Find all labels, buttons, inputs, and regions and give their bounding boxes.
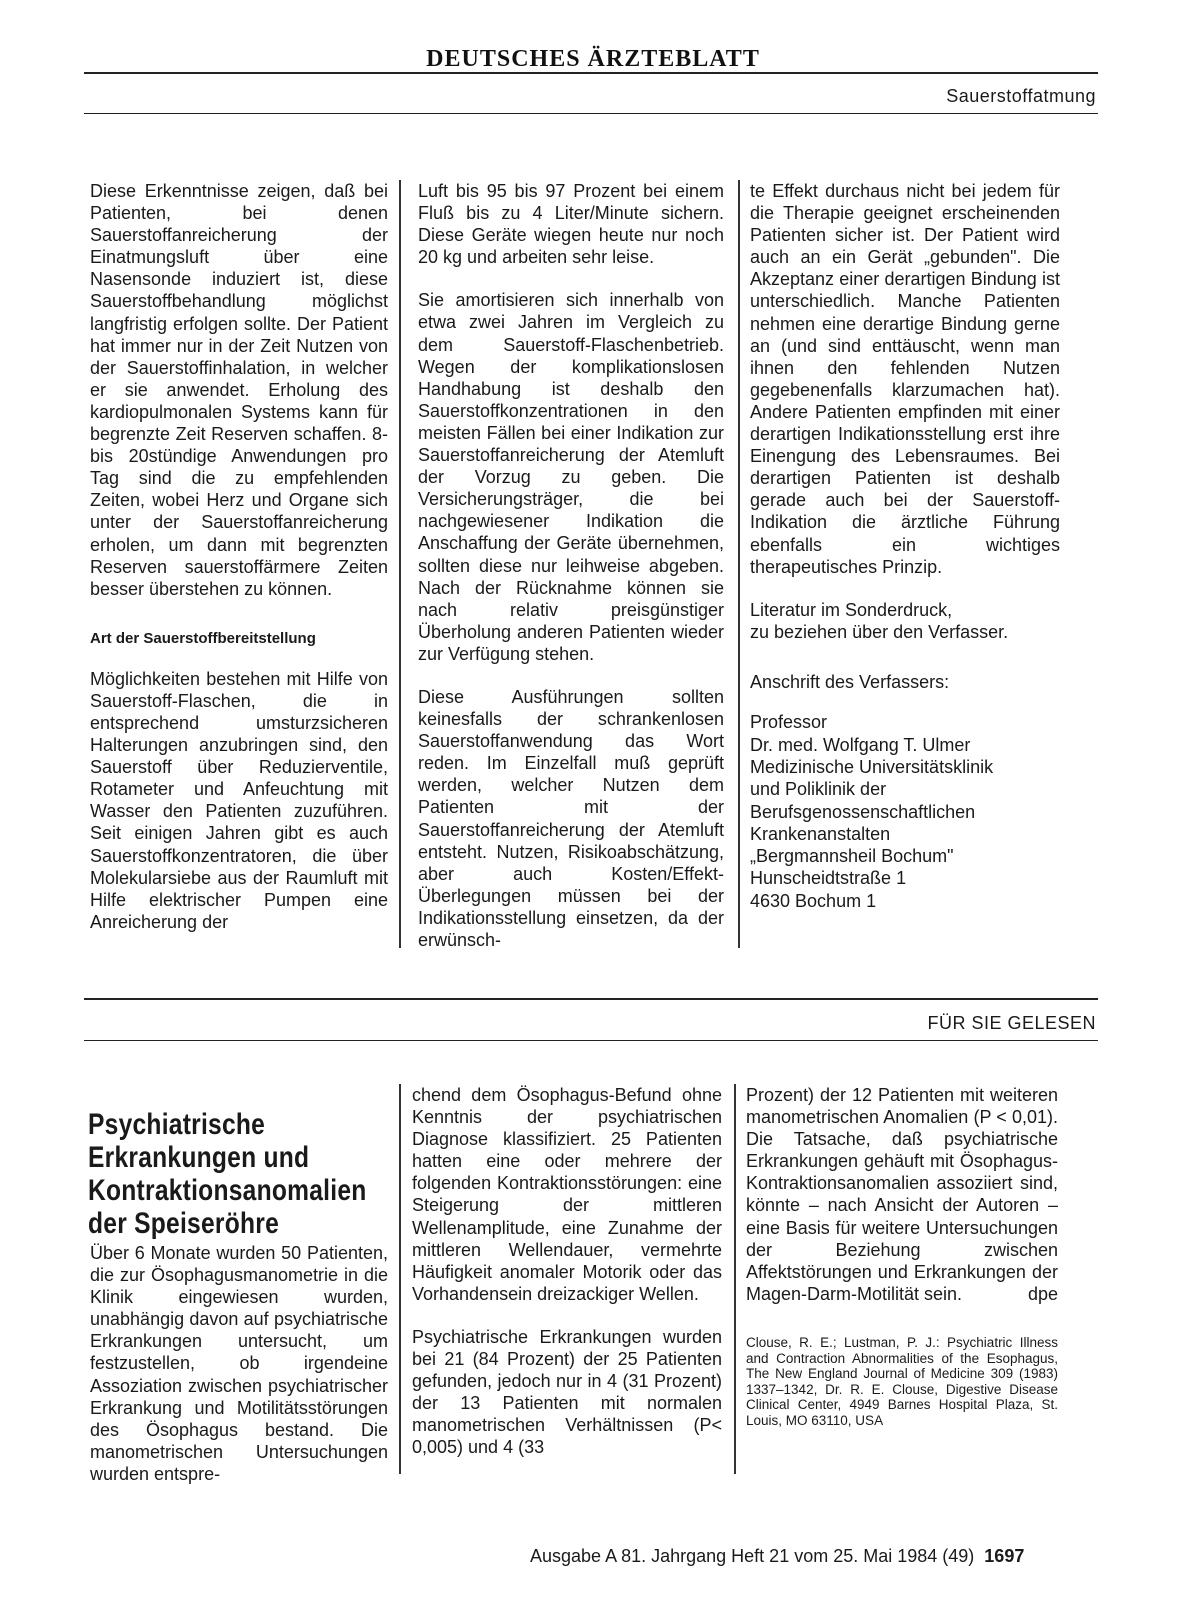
headline-line: Psychiatrische bbox=[88, 1108, 266, 1141]
citation: Clouse, R. E.; Lustman, P. J.: Psychiatric Illness and Contraction Abnormalities of the Esophagus, The New England Journal of Medicine 309 (1983) 1337–1342, Dr. R. E. Clouse, Digestive Disease Clinical Center, 4949 Barnes Hospital Plaza, St. Louis, MO 63110, USA bbox=[746, 1334, 1058, 1428]
address-line: Medizinische Universitätsklinik bbox=[750, 756, 994, 777]
section-label: Sauerstoffatmung bbox=[946, 86, 1096, 106]
article1-column-1 bbox=[90, 180, 388, 933]
literature-line: Literatur im Sonderdruck, bbox=[750, 599, 953, 620]
column-divider bbox=[399, 180, 401, 948]
paragraph: Psychiatrische Erkrankungen wurden bei 21 (84 Prozent) der 25 Patienten gefunden, jedoch nur in 4 (31 Prozent) der 13 Patienten mit normalen manometrischen Verhältnissen (P< 0,005) und 4 (33 bbox=[412, 1326, 722, 1458]
paragraph-text: Prozent) der 12 Patienten mit weiteren manometrischen Anomalien (P < 0,01). Die Tatsache, daß psychiatrische Erkrankungen gehäuft mit Ösophagus-Kontraktionsanomalien assoziiert sind, könnte – nach Ansicht der Autoren – eine Basis für weitere Untersuchungen der Beziehung zwischen Affektstörungen und Erkrankungen der Magen-Darm-Motilität sein. bbox=[746, 1085, 1058, 1304]
paragraph: Luft bis 95 bis 97 Prozent bei einem Fluß bis zu 4 Liter/Minute sichern. Diese Geräte wiegen heute nur noch 20 kg und arbeiten sehr leise. bbox=[418, 181, 724, 268]
headline-line: Kontraktionsanomalien bbox=[88, 1174, 367, 1207]
literature-note bbox=[750, 599, 1060, 644]
section-rule bbox=[84, 113, 1098, 114]
paragraph: Sie amortisieren sich innerhalb von etwa zwei Jahren im Vergleich zu dem Sauerstoff-Flaschenbetrieb. Wegen der komplikationslosen Handhabung ist deshalb den Sauerstoffkonzentrationen in den meisten Fällen bei einer Indikation zur Sauerstoffanreicherung der Atemluft der Vorzug zu geben. Die Versicherungsträger, die bei nachgewiesener Indikation die Anschaffung der Geräte übernehmen, sollten diese nur leihweise abgeben. Nach der Rücknahme können sie nach relativ preisgünstiger Überholung anderen Patienten wieder zur Verfügung stehen. bbox=[418, 290, 724, 664]
section-heading: Art der Sauerstoffbereitstellung bbox=[90, 629, 316, 647]
masthead-rule bbox=[84, 72, 1098, 74]
masthead: DEUTSCHES ÄRZTEBLATT bbox=[426, 46, 760, 72]
address-line: Berufsgenossenschaftlichen bbox=[750, 801, 976, 822]
paragraph: Über 6 Monate wurden 50 Patienten, die zur Ösophagusmanometrie in die Klinik eingewiesen wurden, unabhängig davon auf psychiatrische Erkrankungen untersucht, um festzustellen, ob irgendeine Assoziation zwischen psychiatrischer Erkrankung und Motilitätsstörungen des Ösophagus bestand. Die manometrischen Untersuchungen wurden entspre- bbox=[90, 1243, 388, 1484]
paragraph: chend dem Ösophagus-Befund ohne Kenntnis der psychiatrischen Diagnose klassifiziert. 25 Patienten hatten eine oder mehrere der folgenden Kontraktionsstörungen: eine Steigerung der mittleren Wellenamplitude, eine Zunahme der mittleren Wellendauer, vermehrte Häufigkeit anomaler Motorik oder das Vorhandensein dreizackiger Wellen. bbox=[412, 1085, 722, 1304]
address-label: Anschrift des Verfassers: bbox=[750, 672, 950, 693]
paragraph: Diese Erkenntnisse zeigen, daß bei Patienten, bei denen Sauerstoffanreicherung der Einatmungsluft über eine Nasensonde induziert ist, diese Sauerstoffbehandlung möglichst langfristig erfolgen sollte. Der Patient hat immer nur in der Zeit Nutzen von der Sauerstoffinhalation, in welcher er sie anwendet. Erholung des kardiopulmonalen Systems kann für begrenzte Zeit Reserven schaffen. 8- bis 20stündige Anwendungen pro Tag sind die zu empfehlenden Zeiten, wobei Herz und Organe sich unter der Sauerstoffanreicherung erholen, um dann mit begrenzten Reserven sauerstoffärmere Zeiten besser überstehen zu können. bbox=[90, 181, 388, 599]
headline-line: Erkrankungen und bbox=[88, 1141, 310, 1174]
address-line: Dr. med. Wolfgang T. Ulmer bbox=[750, 734, 971, 755]
paragraph bbox=[746, 1084, 1058, 1305]
page-number: 1697 bbox=[984, 1546, 1025, 1566]
section2-top-rule bbox=[84, 998, 1098, 1000]
article2-column-3 bbox=[746, 1084, 1058, 1429]
section2-label: FÜR SIE GELESEN bbox=[927, 1013, 1096, 1033]
paragraph: te Effekt durchaus nicht bei jedem für die Therapie geeignet erscheinenden Patienten sicher ist. Der Patient wird auch an ein Gerät „gebunden". Die Akzeptanz einer derartigen Bindung ist unterschiedlich. Manche Patienten nehmen eine derartige Bindung gerne an (und sind enttäuscht, wenn man ihnen den fehlenden Nutzen gegebenenfalls klarzumachen hat). Andere Patienten empfinden mit einer derartigen Indikationsstellung erst ihre Einengung des Lebensraumes. Bei derartigen Patienten ist deshalb gerade auch bei der Sauerstoff-Indikation die ärztliche Führung ebenfalls ein wichtiges therapeutisches Prinzip. bbox=[750, 181, 1060, 577]
article1-column-3 bbox=[750, 180, 1060, 912]
literature-line: zu beziehen über den Verfasser. bbox=[750, 621, 1009, 642]
address-line: 4630 Bochum 1 bbox=[750, 890, 877, 911]
page-footer bbox=[530, 1546, 1090, 1567]
paragraph: Möglichkeiten bestehen mit Hilfe von Sauerstoff-Flaschen, die in entsprechend umsturzsicheren Halterungen anzubringen sind, den Sauerstoff über Reduzierventile, Rotameter und Anfeuchtung mit Wasser den Patienten zuzuführen. Seit einigen Jahren gibt es auch Sauerstoffkonzentratoren, die über Molekularsiebe aus der Raumluft mit Hilfe elektrischer Pumpen eine Anreicherung der bbox=[90, 668, 388, 932]
column-divider bbox=[738, 180, 740, 948]
article2-column-1 bbox=[90, 1242, 388, 1485]
article2-headline bbox=[88, 1108, 367, 1240]
author-address bbox=[750, 711, 1060, 912]
paragraph: Diese Ausführungen sollten keinesfalls der schrankenlosen Sauerstoffanwendung das Wort reden. Im Einzelfall muß geprüft werden, welcher Nutzen dem Patienten mit der Sauerstoffanreicherung der Atemluft entsteht. Nutzen, Risikoabschätzung, aber auch Kosten/Effekt-Überlegungen müssen bei der Indikationsstellung einsetzen, da der erwünsch- bbox=[418, 686, 724, 950]
address-line: Krankenanstalten bbox=[750, 823, 891, 844]
address-line: „Bergmannsheil Bochum" bbox=[750, 846, 954, 867]
article2-column-2 bbox=[412, 1084, 722, 1459]
column-divider bbox=[399, 1084, 401, 1474]
article1-column-2 bbox=[418, 180, 724, 951]
issue-info: Ausgabe A 81. Jahrgang Heft 21 vom 25. Mai 1984 (49) bbox=[530, 1546, 975, 1566]
author-signature: dpe bbox=[1027, 1283, 1058, 1304]
address-line: Hunscheidtstraße 1 bbox=[750, 868, 907, 889]
headline-line: der Speiseröhre bbox=[88, 1207, 280, 1240]
column-divider bbox=[734, 1084, 736, 1474]
address-line: Professor bbox=[750, 712, 828, 733]
address-line: und Poliklinik der bbox=[750, 779, 887, 800]
section2-bottom-rule bbox=[84, 1040, 1098, 1041]
